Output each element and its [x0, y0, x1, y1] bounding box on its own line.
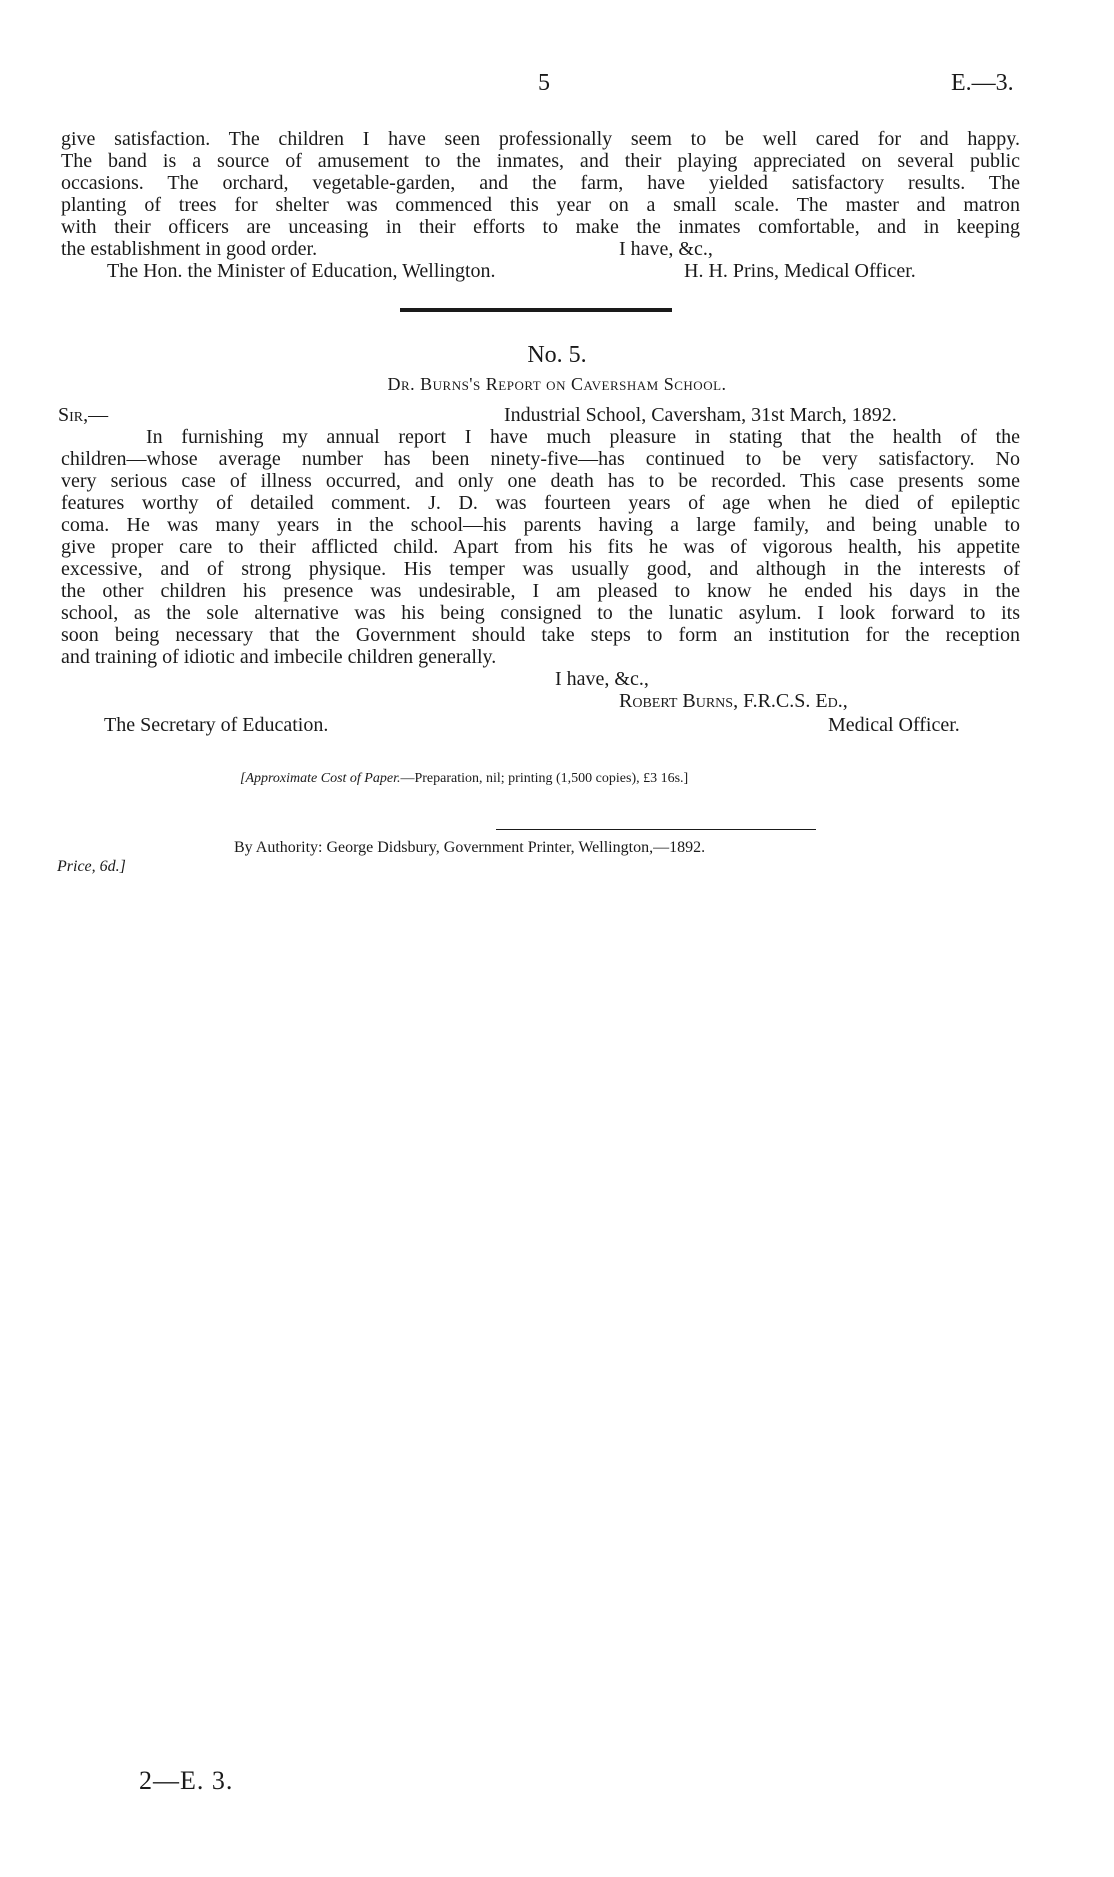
report-number: No. 5. [527, 342, 587, 368]
report5-line-8: the other children his presence was undesirable, I am pleased to know he ended his days in the [61, 580, 1020, 602]
footer-rule [496, 829, 816, 830]
report4-line-3: occasions. The orchard, vegetable-garden, and the farm, have yielded satisfactory results. The [61, 172, 1020, 194]
report4-line-2: The band is a source of amusement to the inmates, and their playing appreciated on several public [61, 150, 1020, 172]
report5-line-3: very serious case of illness occurred, and only one death has to be recorded. This case presents some [61, 470, 1020, 492]
report5-closing: I have, &c., [555, 668, 649, 690]
report4-line-5: with their officers are unceasing in their efforts to make the inmates comfortable, and in keeping [61, 216, 1020, 238]
report5-addressee: The Secretary of Education. [104, 714, 329, 736]
report5-line-4: features worthy of detailed comment. J. D. was fourteen years of age when he died of epileptic [61, 492, 1020, 514]
printer-authority: By Authority: George Didsbury, Government Printer, Wellington,—1892. [234, 839, 706, 856]
report5-last-line: and training of idiotic and imbecile children generally. [61, 646, 497, 668]
report5-line-2: children—whose average number has been ninety-five—has continued to be very satisfactory. No [61, 448, 1020, 470]
signature-mark: 2—E. 3. [139, 1766, 234, 1795]
report5-line-5: coma. He was many years in the school—his parents having a large family, and being unable to [61, 514, 1020, 536]
report4-signature: H. H. Prins, Medical Officer. [684, 260, 916, 282]
report5-line-10: soon being necessary that the Government should take steps to form an institution for the reception [61, 624, 1020, 646]
report5-line-1: In furnishing my annual report I have much pleasure in stating that the health of the [146, 426, 1020, 448]
report4-line-4: planting of trees for shelter was commenced this year on a small scale. The master and matron [61, 194, 1020, 216]
report5-line-6: give proper care to their afflicted child. Apart from his fits he was of vigorous health, his appetite [61, 536, 1020, 558]
report5-signature-title: Medical Officer. [828, 714, 960, 736]
price-note: Price, 6d.] [57, 858, 126, 875]
salutation: Sir,— [58, 404, 109, 426]
page-reference: E.—3. [951, 70, 1014, 96]
cost-note-label: [Approximate Cost of Paper. [240, 771, 401, 786]
report5-signature-name: Robert Burns, F.R.C.S. Ed., [619, 690, 848, 712]
cost-note [240, 771, 688, 787]
report5-line-7: excessive, and of strong physique. His temper was usually good, and although in the interests of [61, 558, 1020, 580]
report4-line-1: give satisfaction. The children I have seen professionally seem to be well cared for and happy. [61, 128, 1020, 150]
report5-line-9: school, as the sole alternative was his being consigned to the lunatic asylum. I look forward to its [61, 602, 1020, 624]
report4-last-line: the establishment in good order. [61, 238, 318, 260]
page-number: 5 [538, 70, 550, 96]
report-title: Dr. Burns's Report on Caversham School. [387, 374, 727, 394]
section-divider [400, 308, 672, 312]
report4-closing: I have, &c., [619, 238, 713, 260]
report4-addressee: The Hon. the Minister of Education, Wellington. [107, 260, 496, 282]
cost-note-text: —Preparation, nil; printing (1,500 copies), £3 16s.] [400, 771, 689, 786]
place-date: Industrial School, Caversham, 31st March, 1892. [504, 404, 897, 426]
